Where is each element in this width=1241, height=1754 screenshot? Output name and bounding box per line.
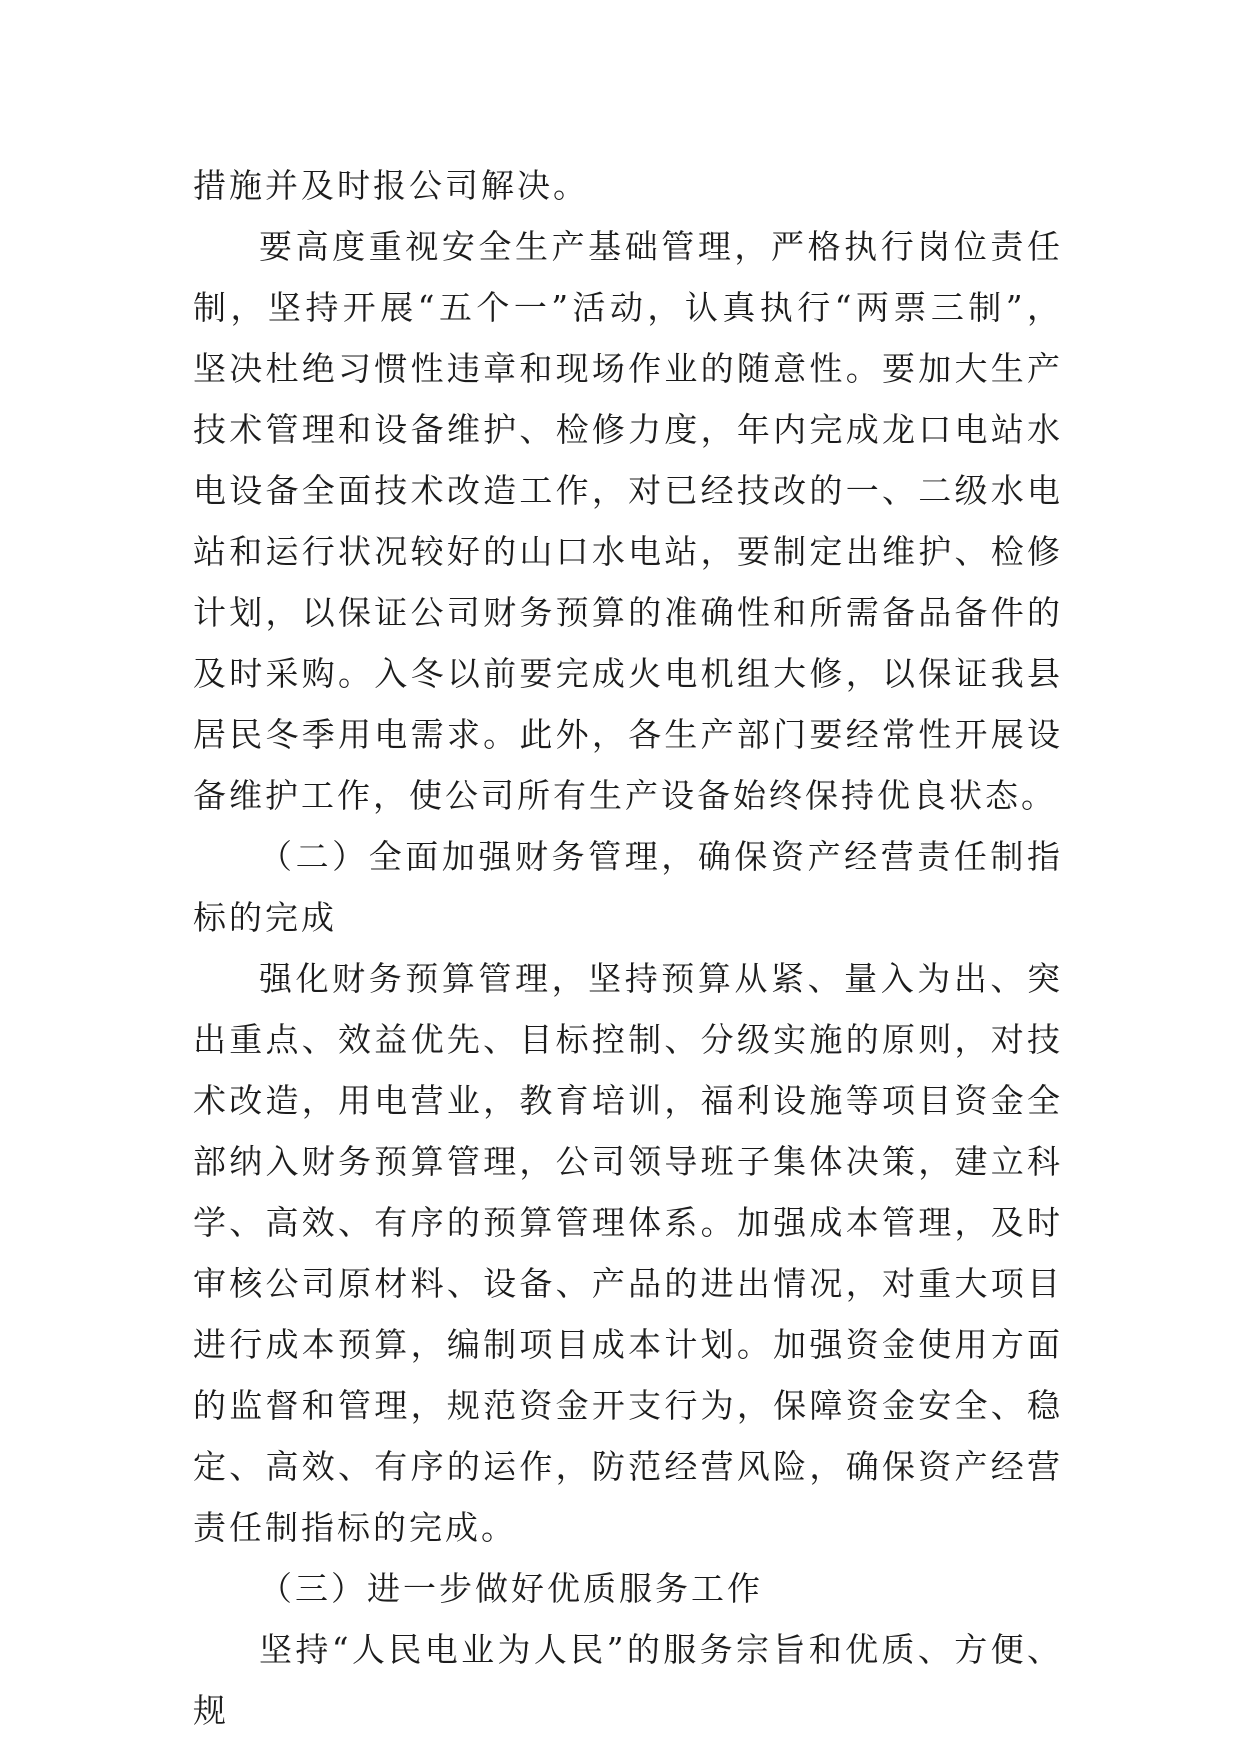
paragraph-continuation: 措施并及时报公司解决。	[193, 166, 589, 205]
section-heading-financial: （二）全面加强财务管理，确保资产经营责任制指标的完成	[193, 837, 1063, 937]
paragraph-safety-management: 要高度重视安全生产基础管理，严格执行岗位责任制，坚持开展“五个一”活动，认真执行“两票三制”，坚决杜绝习惯性违章和现场作业的随意性。要加大生产技术管理和设备维护、检修力度，年内完成龙口电站水电设备全面技术改造工作，对已经技改的一、二级水电站和运行状况较好的山口水电站，要制定出维护、检修计划，以保证公司财务预算的准确性和所需备品备件的及时采购。入冬以前要完成火电机组大修，以保证我县居民冬季用电需求。此外，各生产部门要经常性开展设备维护工作，使公司所有生产设备始终保持优良状态。	[193, 227, 1063, 815]
document-body	[193, 155, 1063, 1741]
paragraph-service: 坚持“人民电业为人民”的服务宗旨和优质、方便、规	[193, 1630, 1063, 1730]
section-heading-service: （三）进一步做好优质服务工作	[259, 1569, 763, 1608]
paragraph-financial-management: 强化财务预算管理，坚持预算从紧、量入为出、突出重点、效益优先、目标控制、分级实施的原则，对技术改造，用电营业，教育培训，福利设施等项目资金全部纳入财务预算管理，公司领导班子集体决策，建立科学、高效、有序的预算管理体系。加强成本管理，及时审核公司原材料、设备、产品的进出情况，对重大项目进行成本预算，编制项目成本计划。加强资金使用方面的监督和管理，规范资金开支行为，保障资金安全、稳定、高效、有序的运作，防范经营风险，确保资产经营责任制指标的完成。	[193, 959, 1063, 1547]
